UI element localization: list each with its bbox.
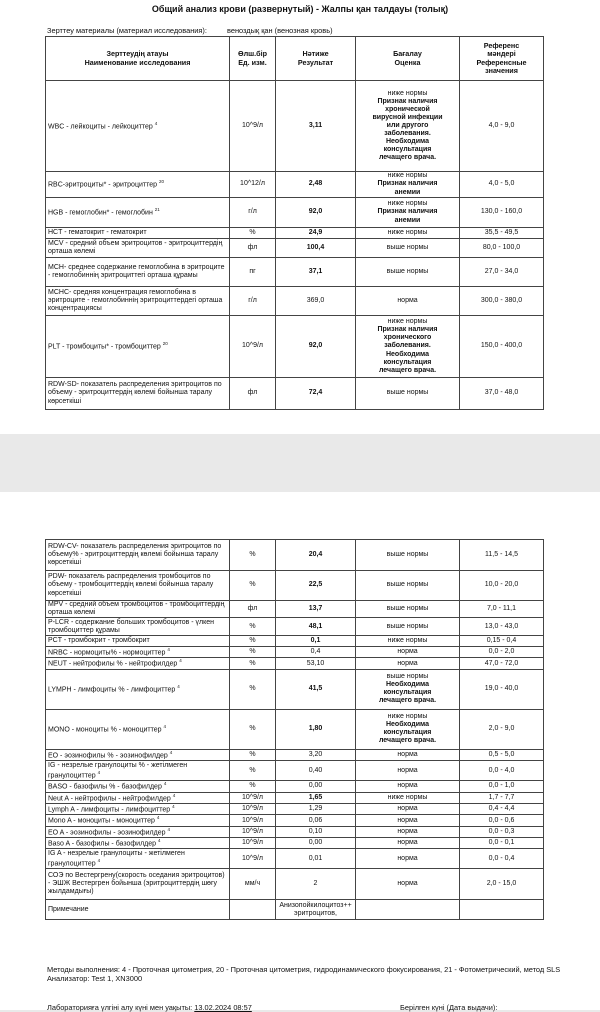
evaluation-status: выше нормы (386, 243, 429, 251)
header-unit: Өлш.бір Ед. изм. (230, 37, 276, 81)
unit-cell: % (230, 647, 276, 658)
evaluation-cell (356, 81, 460, 172)
unit-cell: % (230, 761, 276, 781)
evaluation-status: норма (397, 827, 418, 835)
reference-cell: 2,0 - 9,0 (460, 709, 544, 749)
test-name: IG A - незрелые гранулоциты - жетілмеген гранулоциттер (48, 849, 185, 868)
table-row (46, 838, 544, 849)
evaluation-status: выше нормы (386, 673, 429, 681)
evaluation-comment-line: хронического (383, 334, 432, 342)
unit-cell: 10^9/л (230, 838, 276, 849)
evaluation-cell (356, 781, 460, 792)
material-line (47, 26, 527, 35)
test-name-cell (46, 540, 230, 571)
test-name: NRBC - нормоциты% - нормоциттер (48, 649, 166, 657)
method-ref: 4 (163, 724, 166, 730)
reference-cell: 35,5 - 49,5 (460, 228, 544, 239)
evaluation-status: выше нормы (386, 581, 429, 589)
test-name: EO A - эозинофилы - эозинофилдер (48, 829, 166, 837)
unit-cell: мм/ч (230, 869, 276, 900)
table-row (46, 647, 544, 658)
header-name: Зерттеудің атауы Наименование исследования (46, 37, 230, 81)
evaluation-cell (356, 571, 460, 601)
unit-cell: % (230, 540, 276, 571)
analyzer-text: Анализатор: Test 1, XN3000 (47, 973, 143, 983)
result-cell: 1,80 (276, 709, 356, 749)
reference-cell: 0,0 - 0,6 (460, 815, 544, 826)
unit-cell: % (230, 781, 276, 792)
evaluation-comment-line: лечащего врача. (378, 154, 437, 162)
unit-cell: 10^9/л (230, 792, 276, 803)
evaluation-status: ниже нормы (387, 89, 428, 97)
method-ref: 4 (163, 781, 167, 787)
method-ref: 4 (169, 749, 173, 755)
evaluation-status: выше нормы (386, 550, 429, 558)
reference-cell: 0,4 - 4,4 (460, 803, 544, 814)
evaluation-status: ниже нормы (387, 713, 428, 721)
result-cell: 0,00 (276, 781, 356, 792)
evaluation-comment-line: хронической (385, 105, 430, 113)
evaluation-cell (356, 172, 460, 198)
evaluation-status: норма (397, 782, 418, 790)
reference-cell: 10,0 - 20,0 (460, 571, 544, 601)
evaluation-comment-line: Признак наличия (377, 326, 438, 334)
method-ref: 4 (172, 803, 175, 809)
unit-cell: 10^9/л (230, 815, 276, 826)
evaluation-cell (356, 239, 460, 258)
table-row (46, 618, 544, 636)
table-header-row (46, 37, 544, 81)
unit-cell: 10^9/л (230, 81, 276, 172)
result-cell: 0,06 (276, 815, 356, 826)
evaluation-status: выше нормы (386, 605, 429, 613)
unit-cell: % (230, 571, 276, 601)
reference-cell: 80,0 - 100,0 (460, 239, 544, 258)
test-name: WBC - лейкоциты - лейкоциттер (48, 123, 153, 131)
test-name-cell (46, 287, 230, 316)
test-name-cell (46, 378, 230, 410)
test-name: Baso A - базофилы - базофилдер (48, 840, 157, 848)
evaluation-status: норма (397, 648, 418, 656)
test-name-cell (46, 239, 230, 258)
test-name-cell (46, 198, 230, 228)
test-name: RBC-эритроциты* - эритроциттер (48, 181, 157, 189)
test-name: СОЭ по Вестергрену(скорость оседания эритроцитов) - ЭШЖ Вестергрен бойынша (эритроциттердің шөгу жылдамдығы) (48, 872, 225, 896)
note-label: Примечание (46, 900, 230, 920)
unit-cell: % (230, 709, 276, 749)
test-name: BASO - базофилы % - базофилдер (48, 783, 162, 791)
result-cell: 1,65 (276, 792, 356, 803)
reference-cell: 0,0 - 0,4 (460, 849, 544, 869)
sample-date-line (47, 1003, 252, 1012)
test-name: IG - незрелые гранулоциты % - жетілмеген гранулоциттер (48, 761, 188, 779)
table-row (46, 781, 544, 792)
result-cell: 72,4 (276, 378, 356, 410)
result-cell: 369,0 (276, 287, 356, 316)
result-cell: 37,1 (276, 258, 356, 287)
method-ref: 4 (179, 658, 182, 664)
unit-cell: г/л (230, 198, 276, 228)
evaluation-cell (356, 636, 460, 647)
reference-cell: 0,0 - 2,0 (460, 647, 544, 658)
table-row (46, 228, 544, 239)
table-row (46, 258, 544, 287)
evaluation-comment-line: Признак наличия (377, 208, 438, 216)
test-name: HCT - гематокрит - гематокрит (48, 228, 147, 236)
footer-methods (47, 966, 567, 984)
unit-cell: г/л (230, 287, 276, 316)
evaluation-cell (356, 838, 460, 849)
method-ref: 20 (162, 341, 168, 347)
unit-cell: % (230, 658, 276, 669)
table-row (46, 826, 544, 837)
test-name-cell (46, 258, 230, 287)
test-name-cell (46, 792, 230, 803)
table-row (46, 669, 544, 709)
test-name-cell (46, 172, 230, 198)
evaluation-status: норма (397, 805, 418, 813)
evaluation-status: выше нормы (386, 267, 429, 275)
method-ref: 4 (167, 647, 170, 653)
test-name-cell (46, 601, 230, 618)
unit-cell: 10^9/л (230, 803, 276, 814)
evaluation-status: норма (397, 766, 418, 774)
reference-cell: 7,0 - 11,1 (460, 601, 544, 618)
reference-cell: 130,0 - 160,0 (460, 198, 544, 228)
test-name-cell (46, 869, 230, 900)
report-page-1 (0, 0, 600, 434)
unit-cell: 10^12/л (230, 172, 276, 198)
evaluation-comment-line: заболевания. (384, 342, 431, 350)
evaluation-cell (356, 792, 460, 803)
test-name: PLT - тромбоциты* - тромбоциттер (48, 343, 161, 351)
result-cell: 53,10 (276, 658, 356, 669)
test-name-cell (46, 849, 230, 869)
result-cell: 92,0 (276, 316, 356, 378)
evaluation-status: норма (397, 751, 418, 758)
evaluation-comment-line: Признак наличия (377, 180, 438, 188)
unit-cell: 10^9/л (230, 826, 276, 837)
header-result: Нәтиже Результат (276, 37, 356, 81)
evaluation-cell (356, 540, 460, 571)
result-cell: 0,01 (276, 849, 356, 869)
table-row (46, 287, 544, 316)
unit-cell: % (230, 618, 276, 636)
test-name-cell (46, 228, 230, 239)
result-cell: 2 (276, 869, 356, 900)
test-name: HGB - гемоглобин* - гемоглобин (48, 209, 153, 217)
method-ref: 4 (167, 826, 170, 832)
evaluation-comment-line: консультация (383, 729, 432, 737)
test-name: EO - эозинофилы % - эозинофилдер (48, 752, 168, 760)
result-cell: 0,4 (276, 647, 356, 658)
test-name-cell (46, 815, 230, 826)
evaluation-comment-line: консультация (383, 146, 432, 154)
reference-cell: 0,0 - 4,0 (460, 761, 544, 781)
test-name: RDW-SD- показатель распределения эритроцитов по объему - эритроциттердің көлемі бойынша таралу көрсеткіші (48, 381, 222, 405)
test-name: Mono A - моноциты - моноциттер (48, 817, 155, 825)
method-ref: 4 (97, 769, 101, 775)
test-name-cell (46, 826, 230, 837)
note-value: Анизопойкилоцитоз++ эритроцитов, (276, 900, 356, 920)
evaluation-comment-line: анемии (394, 188, 421, 196)
table-row (46, 316, 544, 378)
evaluation-comment-line: Необходима (385, 721, 429, 729)
evaluation-status: норма (397, 839, 418, 847)
evaluation-comment-line: консультация (383, 689, 432, 697)
result-cell: 41,5 (276, 669, 356, 709)
table-row (46, 540, 544, 571)
evaluation-comment-line: Необходима (385, 681, 429, 689)
evaluation-comment-line: лечащего врача. (378, 366, 437, 374)
reference-cell: 0,0 - 1,0 (460, 781, 544, 792)
reference-cell: 0,15 - 0,4 (460, 636, 544, 647)
table-row (46, 761, 544, 781)
result-cell: 22,5 (276, 571, 356, 601)
result-cell: 2,48 (276, 172, 356, 198)
test-name: NEUT - нейтрофилы % - нейтрофилдер (48, 660, 178, 668)
table-row (46, 749, 544, 760)
reference-cell: 150,0 - 400,0 (460, 316, 544, 378)
test-name: MCH- среднее содержание гемоглобина в эритроците - гемоглобиннің эритроциттегі орташа құрамы (48, 263, 225, 279)
test-name-cell (46, 838, 230, 849)
evaluation-cell (356, 669, 460, 709)
table-row (46, 869, 544, 900)
result-cell: 0,40 (276, 761, 356, 781)
evaluation-status: норма (397, 816, 418, 824)
unit-cell: фл (230, 601, 276, 618)
evaluation-cell (356, 803, 460, 814)
result-cell: 20,4 (276, 540, 356, 571)
unit-cell: % (230, 669, 276, 709)
result-cell: 92,0 (276, 198, 356, 228)
evaluation-comment-line: вирусной инфекции (372, 113, 443, 121)
test-name: MCHC- средняя концентрация гемоглобина в эритроците - гемоглобиннің эритроциттердегі орташа концентрациясы (48, 288, 223, 313)
result-cell: 24,9 (276, 228, 356, 239)
table-row (46, 815, 544, 826)
table-row (46, 658, 544, 669)
reference-cell: 4,0 - 9,0 (460, 81, 544, 172)
test-name-cell (46, 781, 230, 792)
evaluation-cell (356, 618, 460, 636)
evaluation-cell (356, 378, 460, 410)
evaluation-cell (356, 198, 460, 228)
method-ref: 4 (172, 792, 176, 798)
reference-cell: 11,5 - 14,5 (460, 540, 544, 571)
reference-cell: 19,0 - 40,0 (460, 669, 544, 709)
reference-cell: 4,0 - 5,0 (460, 172, 544, 198)
unit-cell: пг (230, 258, 276, 287)
evaluation-cell (356, 826, 460, 837)
table-row (46, 81, 544, 172)
reference-cell: 1,7 - 7,7 (460, 792, 544, 803)
table-row (46, 198, 544, 228)
header-evaluation: Бағалау Оценка (356, 37, 460, 81)
issue-date-label: Берілген күні (Дата выдачи): (400, 1003, 498, 1012)
test-name-cell (46, 647, 230, 658)
method-ref: 4 (154, 120, 158, 126)
evaluation-comment-line: лечащего врача. (378, 697, 437, 705)
evaluation-cell (356, 228, 460, 239)
evaluation-status: ниже нормы (387, 637, 428, 645)
test-name: PCT - тромбокрит - тромбокрит (48, 637, 150, 645)
reference-cell: 27,0 - 34,0 (460, 258, 544, 287)
evaluation-comment-line: заболевания. (384, 130, 431, 138)
evaluation-status: ниже нормы (387, 318, 428, 326)
evaluation-status: норма (397, 854, 418, 862)
result-cell: 48,1 (276, 618, 356, 636)
evaluation-cell (356, 258, 460, 287)
sample-date-label: Лабораторияға үлгіні алу күні мен уақыты: (47, 1003, 193, 1012)
evaluation-cell (356, 761, 460, 781)
evaluation-cell (356, 849, 460, 869)
unit-cell: 10^9/л (230, 849, 276, 869)
test-name-cell (46, 81, 230, 172)
reference-cell: 0,5 - 5,0 (460, 749, 544, 760)
evaluation-comment-line: или другого (386, 121, 429, 129)
evaluation-status: выше нормы (386, 622, 429, 630)
material-value: веноздық қан (венозная кровь) (227, 26, 333, 35)
test-name-cell (46, 658, 230, 669)
test-name-cell (46, 709, 230, 749)
table-row (46, 378, 544, 410)
evaluation-cell (356, 658, 460, 669)
method-ref: 4 (157, 838, 161, 844)
test-name: MCV - средний объем эритроцитов - эритроциттердің орташа көлемі (48, 239, 223, 255)
test-name-cell (46, 761, 230, 781)
reference-cell: 13,0 - 43,0 (460, 618, 544, 636)
evaluation-status: ниже нормы (387, 793, 428, 801)
evaluation-comment-line: Необходима (385, 350, 429, 358)
test-name: MONO - моноциты % - моноциттер (48, 726, 162, 734)
result-cell: 100,4 (276, 239, 356, 258)
table-row (46, 172, 544, 198)
header-reference: Референс мәндері Референсные значения (460, 37, 544, 81)
unit-cell: фл (230, 239, 276, 258)
note-row (46, 900, 544, 920)
method-ref: 21 (154, 207, 160, 213)
evaluation-comment-line: анемии (394, 216, 421, 224)
evaluation-status: норма (397, 296, 418, 304)
test-name-cell (46, 316, 230, 378)
result-cell: 3,11 (276, 81, 356, 172)
table-row (46, 792, 544, 803)
evaluation-comment-line: Необходима (385, 138, 429, 146)
method-ref: 20 (158, 179, 164, 185)
report-title: Общий анализ крови (развернутый) - Жалпы қан талдауы (толық) (151, 4, 449, 14)
test-name: LYMPH - лимфоциты % - лимфоциттер (48, 686, 176, 694)
methods-text: Методы выполнения: 4 - Проточная цитометрия, 20 - Проточная цитометрия, гидродинамического фокусирования, 21 - Фотометрический, метод SLS (47, 965, 561, 974)
evaluation-comment-line: Признак наличия (377, 97, 438, 105)
unit-cell: фл (230, 378, 276, 410)
evaluation-cell (356, 815, 460, 826)
table-row (46, 849, 544, 869)
results-table-page-2 (45, 539, 544, 920)
unit-cell: % (230, 228, 276, 239)
results-table-page-1 (45, 36, 544, 410)
reference-cell: 300,0 - 380,0 (460, 287, 544, 316)
table-row (46, 601, 544, 618)
method-ref: 4 (156, 815, 160, 821)
material-label: Зерттеу материалы (материал исследования): (47, 26, 207, 35)
table-row (46, 571, 544, 601)
reference-cell: 0,0 - 0,3 (460, 826, 544, 837)
evaluation-cell (356, 749, 460, 760)
evaluation-comment-line: лечащего врача. (378, 737, 437, 745)
test-name: P-LCR - содержание больших тромбоцитов - үлкен тромбоциттер құрамы (48, 618, 215, 634)
method-ref: 4 (97, 857, 101, 863)
report-page-2 (0, 492, 600, 1010)
table-row (46, 636, 544, 647)
unit-cell: 10^9/л (230, 316, 276, 378)
table-row (46, 803, 544, 814)
test-name-cell (46, 618, 230, 636)
evaluation-comment-line: консультация (383, 358, 432, 366)
result-cell: 3,20 (276, 749, 356, 760)
evaluation-cell (356, 601, 460, 618)
table-row (46, 239, 544, 258)
result-cell: 0,00 (276, 838, 356, 849)
result-cell: 1,29 (276, 803, 356, 814)
table-row (46, 709, 544, 749)
evaluation-cell (356, 287, 460, 316)
evaluation-status: норма (397, 659, 418, 667)
evaluation-status: ниже нормы (387, 228, 428, 236)
test-name-cell (46, 571, 230, 601)
evaluation-status: выше нормы (386, 389, 429, 397)
reference-cell: 47,0 - 72,0 (460, 658, 544, 669)
test-name: PDW- показатель распределения тромбоцитов по объему - тромбоциттердің көлемі бойынша таралу көрсеткіші (48, 573, 214, 597)
evaluation-status: ниже нормы (387, 200, 428, 208)
test-name: RDW-CV- показатель распределения эритроцитов по объему% - эритроциттердің көлемі бойынша таралу көрсеткіші (48, 542, 222, 567)
test-name-cell (46, 803, 230, 814)
unit-cell: % (230, 749, 276, 760)
reference-cell: 2,0 - 15,0 (460, 869, 544, 900)
reference-cell: 37,0 - 48,0 (460, 378, 544, 410)
result-cell: 13,7 (276, 601, 356, 618)
test-name: Neut A - нейтрофилы - нейтрофилдер (48, 794, 171, 802)
evaluation-cell (356, 316, 460, 378)
test-name-cell (46, 636, 230, 647)
reference-cell: 0,0 - 0,1 (460, 838, 544, 849)
method-ref: 4 (177, 684, 180, 690)
evaluation-cell (356, 647, 460, 658)
evaluation-status: ниже нормы (387, 172, 428, 180)
evaluation-cell (356, 709, 460, 749)
test-name-cell (46, 669, 230, 709)
test-name: MPV - средний объем тромбоцитов - тромбоциттердің орташа көлемі (48, 601, 225, 617)
evaluation-status: норма (397, 880, 418, 888)
test-name: Lymph A - лимфоциты - лимфоциттер (48, 806, 171, 814)
unit-cell: % (230, 636, 276, 647)
evaluation-cell (356, 869, 460, 900)
test-name-cell (46, 749, 230, 760)
result-cell: 0,10 (276, 826, 356, 837)
result-cell: 0,1 (276, 636, 356, 647)
sample-date-value: 13.02.2024 08:57 (194, 1003, 252, 1012)
